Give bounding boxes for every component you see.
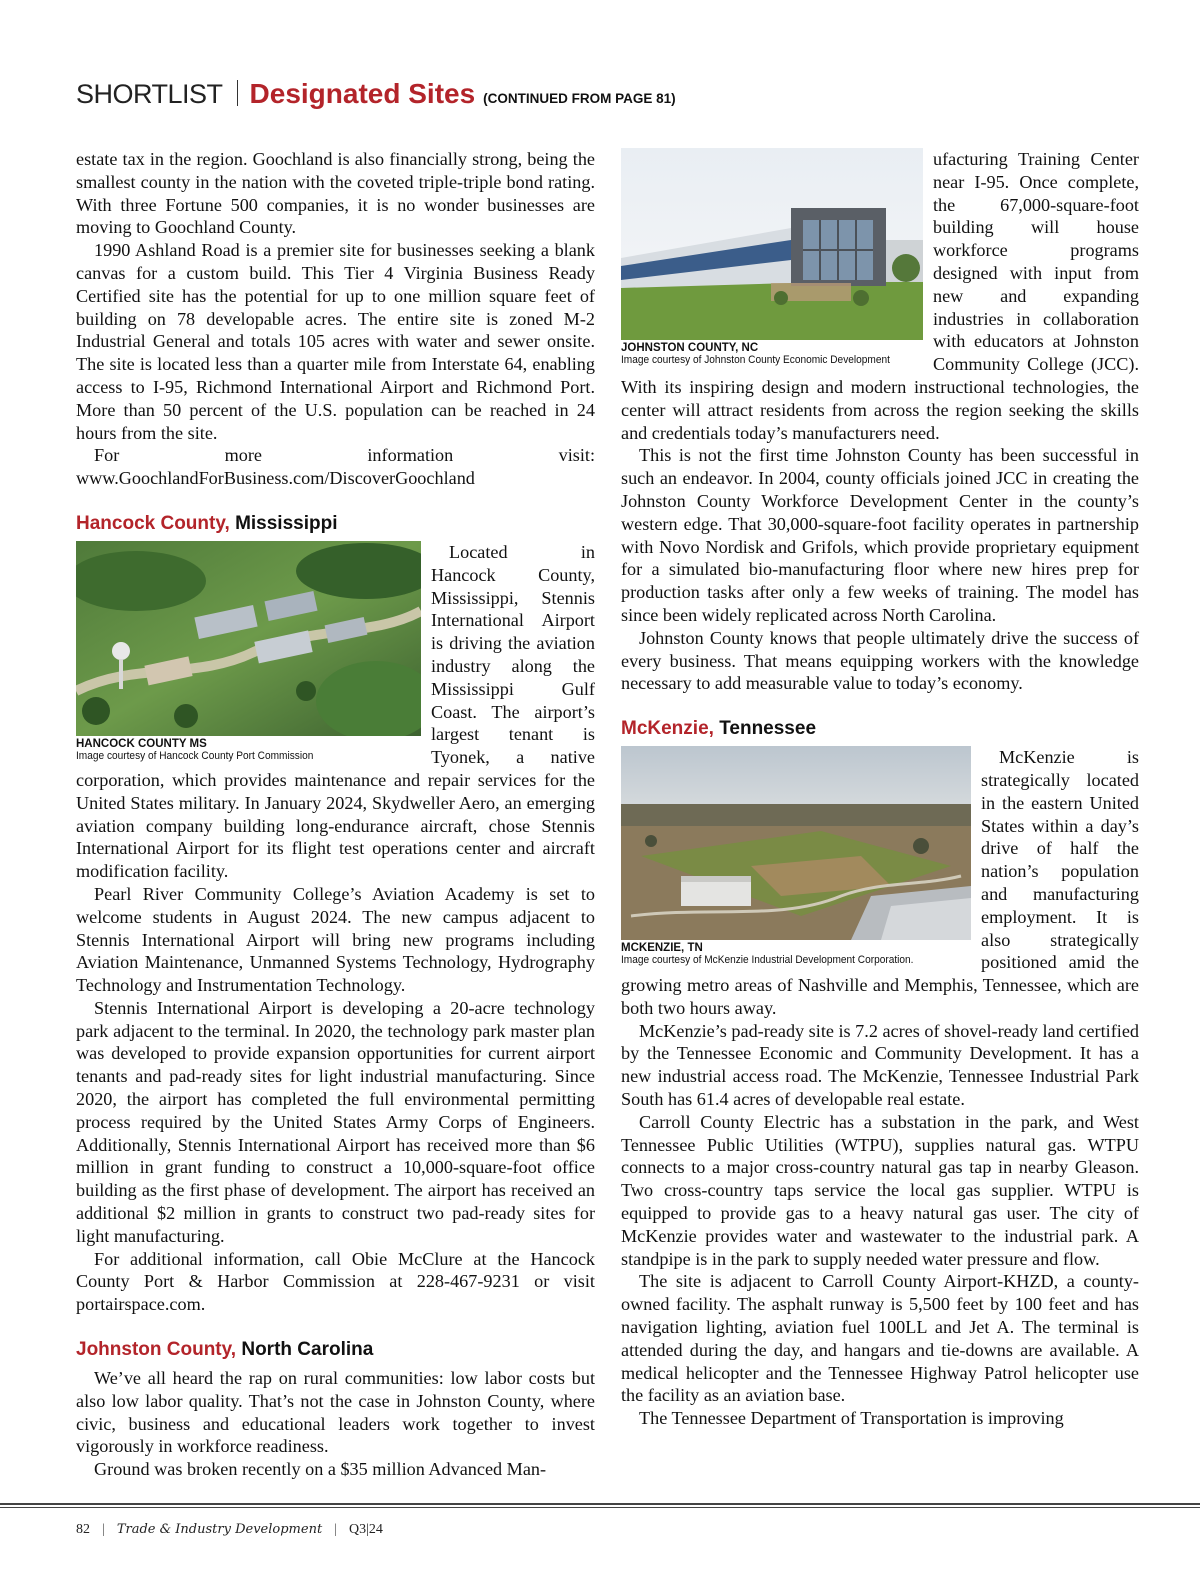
heading-county: McKenzie, (621, 718, 714, 740)
image-caption-credit: Image courtesy of McKenzie Industrial Development Corporation. (621, 954, 914, 967)
footer-rule (0, 1507, 1200, 1508)
paragraph: Ground was broken recently on a $35 million Advanced Man- (94, 1459, 547, 1480)
page-footer (76, 1522, 383, 1538)
heading-state: North Carolina (241, 1339, 374, 1361)
hancock-figure (76, 541, 421, 762)
heading-state: Mississippi (235, 512, 338, 534)
paragraph: The site is adjacent to Carroll County Airport-KHZD, a county-owned facility. The asphalt runway is 5,500 feet by 100 feet and has navigation lighting, aviation fuel 100LL and Jet A. The terminal is attended during the day, and hangars and tie-downs are available. A medical helicopter and the Tennessee Highway Patrol helicopter use the facility as an aviation base. (621, 1271, 1139, 1406)
section-heading-hancock (76, 513, 595, 535)
image-caption-credit: Image courtesy of Johnston County Economic Development (621, 354, 890, 366)
johnston-building-rendering (621, 148, 923, 340)
paragraph: Stennis International Airport is developing a 20-acre technology park adjacent to the terminal. In 2020, the technology park master plan was developed to provide expansion opportunities for current airport tenants and pad-ready sites for light industrial manufacturing. Since 2020, the airport has completed the full environmental permitting process required by the United States Army Corps of Engineers. Additionally, Stennis International Airport has received more than $6 million in grant funding to construct a 10,000-square-foot office building as the first phase of development. The airport has received an additional $2 million in grants to construct two pad-ready sites for light manufacturing. (76, 997, 595, 1246)
paragraph: Carroll County Electric has a substation in the park, and West Tennessee Public Utilities (WTPU), supplies natural gas. WTPU connects to a major cross-country natural gas tap in nearby Gleason. Two cross-country taps service the local gas supplier. WTPU is equipped to provide gas to a heavy natural gas user. The city of McKenzie provides water and wastewater to the industrial park. A standpipe is in the park to supply needed water pressure and flow. (621, 1111, 1139, 1269)
paragraph: For additional information, call Obie McClure at the Hancock County Port & Harbor Commission at 228-467-9231 or visit portairspace.com. (76, 1248, 595, 1315)
paragraph: For more information visit: www.GoochlandForBusiness.com/DiscoverGoochland (76, 445, 595, 489)
paragraph: 1990 Ashland Road is a premier site for businesses seeking a blank canvas for a custom build. This Tier 4 Virginia Business Ready Certified site has the potential for up to one million square feet of building on 78 developable acres. The entire site is zoned M-2 Industrial General and totals 105 acres with water and sewer onsite. The site is located less than a quarter mile from Interstate 64, enabling access to I-95, Richmond International Airport and Richmond Port. More than 50 percent of the U.S. population can be reached in 24 hours from the site. (76, 240, 595, 443)
footer-divider: | (334, 1522, 337, 1537)
image-caption-title: MCKENZIE, TN (621, 942, 703, 955)
paragraph: estate tax in the region. Goochland is also financially strong, being the smallest county in the nation with the coveted triple-triple bond rating. With three Fortune 500 companies, it is no wonder businesses are moving to Goochland County. (76, 149, 595, 238)
mckenzie-aerial-photo (621, 746, 971, 940)
right-column (621, 148, 1139, 1430)
magazine-name: Trade & Industry Development (116, 1522, 323, 1537)
mckenzie-figure (621, 746, 971, 966)
paragraph: ufacturing Training Center near I-95. Once complete, the 67,000-square-foot building will house workforce programs designed with input from new and expanding industries in collaboration with educators at Johnston Community College (JCC). With its inspiring design and modern instructional technologies, the center will attract residents from across the region seeking the skills and credentials today’s manufacturers need. (621, 149, 1139, 443)
issue-label: Q3|24 (348, 1522, 383, 1537)
header-divider (237, 80, 238, 106)
footer-rule (0, 1503, 1200, 1505)
section-heading-mckenzie (621, 718, 1139, 740)
hancock-aerial-rendering (76, 541, 421, 736)
johnston-figure (621, 148, 923, 366)
page-title: Designated Sites (249, 78, 476, 109)
heading-county: Hancock County, (76, 512, 230, 534)
paragraph: McKenzie is strategically located in the eastern United States within a day’s drive of half the nation’s population and manufacturing employment. It is also strategically positioned amid the growing metro areas of Nashville and Memphis, Tennessee, which are both two hours away. (621, 747, 1139, 1018)
paragraph: The Tennessee Department of Transportation is improving (639, 1408, 1064, 1429)
heading-state: Tennessee (719, 718, 817, 740)
page-number: 82 (76, 1522, 90, 1537)
paragraph: Located in Hancock County, Mississippi, Stennis International Airport is driving the aviation industry along the Mississippi Gulf Coast. The airport’s largest tenant is Tyonek, a native corporation, which provides maintenance and repair services for the United States military. In January 2024, Skydweller Aero, an emerging aviation company building long-endurance aircraft, chose Stennis International Airport for its flight test operations center and aircraft modification facility. (76, 541, 595, 882)
paragraph: Pearl River Community College’s Aviation Academy is set to welcome students in August 2024. The new campus adjacent to Stennis International Airport will bring new programs including Aviation Maintenance, Unmanned Systems Technology, Hydrography Technology and Instrumentation Technology. (76, 883, 595, 996)
section-heading-johnston (76, 1339, 595, 1361)
image-caption-title: HANCOCK COUNTY MS (76, 737, 207, 750)
footer-divider: | (102, 1522, 105, 1537)
paragraph: We’ve all heard the rap on rural communities: low labor costs but also low labor quality. That’s not the case in Johnston County, where civic, business and educational leaders work together to invest vigorously in workforce readiness. (76, 1368, 595, 1457)
paragraph: This is not the first time Johnston County has been successful in such an endeavor. In 2004, county officials joined JCC in creating the Johnston County Workforce Development Center in the county’s western edge. That 30,000-square-foot facility operates in partnership with Novo Nordisk and Grifols, which provide proprietary equipment for a simulated bio-manufacturing floor where new hires prep for production tasks after only a few weeks of training. The model has since been widely replicated across North Carolina. (621, 445, 1139, 625)
image-caption-title: JOHNSTON COUNTY, NC (621, 342, 759, 354)
page-header (76, 78, 676, 118)
image-caption-credit: Image courtesy of Hancock County Port Commission (76, 749, 314, 762)
paragraph: Johnston County knows that people ultimately drive the success of every business. That means equipping workers with the knowledge necessary to add measurable value to today’s economy. (621, 627, 1139, 694)
heading-county: Johnston County, (76, 1339, 237, 1361)
continued-note: (CONTINUED FROM PAGE 81) (483, 91, 676, 106)
left-column (76, 148, 595, 1481)
section-label: SHORTLIST (76, 79, 223, 109)
paragraph: McKenzie’s pad-ready site is 7.2 acres of shovel-ready land certified by the Tennessee Economic and Community Development. It has a new industrial access road. The McKenzie, Tennessee Industrial Park South has 61.4 acres of developable real estate. (621, 1020, 1139, 1110)
